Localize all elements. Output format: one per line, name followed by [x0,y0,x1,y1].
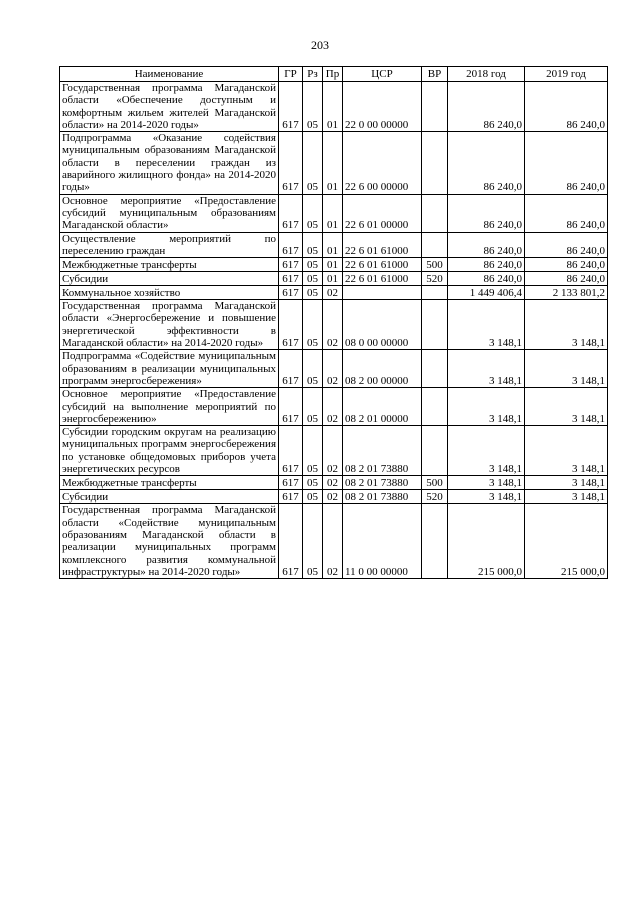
table-row [60,300,608,350]
header-gr: ГР [279,67,303,82]
row-csr: 22 0 00 00000 [343,82,422,132]
row-gr: 617 [279,300,303,350]
row-csr: 11 0 00 00000 [343,504,422,579]
row-vr: 500 [422,476,448,490]
row-rz: 05 [303,350,323,388]
row-value-2018: 3 148,1 [448,426,525,476]
row-gr: 617 [279,504,303,579]
row-value-2019: 86 240,0 [525,132,608,194]
row-value-2018: 86 240,0 [448,82,525,132]
table-row [60,82,608,132]
row-value-2018: 86 240,0 [448,232,525,258]
row-vr [422,194,448,232]
row-value-2018: 86 240,0 [448,194,525,232]
row-csr: 08 2 01 73880 [343,426,422,476]
row-name: Основное мероприятие «Предоставление субсидий на выполнение мероприятий по энергосбережению» [60,388,279,426]
row-csr: 22 6 01 61000 [343,258,422,272]
table-row [60,194,608,232]
row-vr: 520 [422,490,448,504]
row-vr [422,232,448,258]
header-2018: 2018 год [448,67,525,82]
row-rz: 05 [303,388,323,426]
row-value-2019: 86 240,0 [525,82,608,132]
row-pr: 02 [323,476,343,490]
row-name: Субсидии городским округам на реализацию муниципальных программ энергосбережения по установке общедомовых приборов учета энергетических ресурсов [60,426,279,476]
row-value-2018: 3 148,1 [448,490,525,504]
table-row [60,350,608,388]
row-value-2019: 3 148,1 [525,300,608,350]
row-gr: 617 [279,194,303,232]
table-header [60,67,608,82]
row-csr: 22 6 01 61000 [343,272,422,286]
budget-table [59,66,608,579]
table-row [60,232,608,258]
header-row [60,67,608,82]
row-value-2019: 2 133 801,2 [525,286,608,300]
row-name: Субсидии [60,272,279,286]
row-rz: 05 [303,300,323,350]
row-gr: 617 [279,272,303,286]
row-value-2018: 3 148,1 [448,388,525,426]
header-rz: Рз [303,67,323,82]
row-value-2019: 3 148,1 [525,388,608,426]
row-gr: 617 [279,132,303,194]
row-value-2018: 215 000,0 [448,504,525,579]
row-name: Государственная программа Магаданской области «Энергосбережение и повышение энергетической эффективности в Магаданской области» на 2014-2020 годы» [60,300,279,350]
row-pr: 01 [323,132,343,194]
row-value-2018: 3 148,1 [448,350,525,388]
table-row [60,272,608,286]
row-vr [422,426,448,476]
row-value-2019: 3 148,1 [525,476,608,490]
row-gr: 617 [279,82,303,132]
header-2019: 2019 год [525,67,608,82]
row-csr: 08 2 01 00000 [343,388,422,426]
row-vr [422,300,448,350]
row-name: Основное мероприятие «Предоставление субсидий муниципальным образованиям Магаданской области» [60,194,279,232]
row-pr: 01 [323,272,343,286]
header-vr: ВР [422,67,448,82]
row-name: Коммунальное хозяйство [60,286,279,300]
row-name: Межбюджетные трансферты [60,476,279,490]
row-csr: 22 6 01 61000 [343,232,422,258]
row-value-2019: 215 000,0 [525,504,608,579]
row-pr: 02 [323,504,343,579]
row-pr: 02 [323,286,343,300]
header-name: Наименование [60,67,279,82]
row-value-2019: 86 240,0 [525,258,608,272]
header-csr: ЦСР [343,67,422,82]
row-rz: 05 [303,258,323,272]
row-rz: 05 [303,194,323,232]
row-vr [422,388,448,426]
row-value-2019: 86 240,0 [525,194,608,232]
table-row [60,426,608,476]
row-rz: 05 [303,286,323,300]
row-pr: 02 [323,388,343,426]
row-value-2019: 86 240,0 [525,272,608,286]
row-vr [422,286,448,300]
row-csr: 08 2 01 73880 [343,490,422,504]
row-name: Государственная программа Магаданской области «Обеспечение доступным и комфортным жильем жителей Магаданской области» на 2014-2020 годы» [60,82,279,132]
row-vr [422,350,448,388]
table-row [60,388,608,426]
row-rz: 05 [303,504,323,579]
row-name: Государственная программа Магаданской области «Содействие муниципальным образованиям Магаданской области в реализации муниципальных программ комплексного развития коммунальной инфраструктуры» на 2014-2020 годы» [60,504,279,579]
row-gr: 617 [279,388,303,426]
table-row [60,286,608,300]
row-name: Межбюджетные трансферты [60,258,279,272]
row-value-2019: 3 148,1 [525,490,608,504]
row-rz: 05 [303,426,323,476]
row-pr: 02 [323,350,343,388]
row-csr: 22 6 01 00000 [343,194,422,232]
row-value-2018: 86 240,0 [448,258,525,272]
table-row [60,258,608,272]
row-vr [422,82,448,132]
row-pr: 01 [323,258,343,272]
row-csr: 08 0 00 00000 [343,300,422,350]
row-pr: 01 [323,82,343,132]
row-name: Субсидии [60,490,279,504]
table-row [60,476,608,490]
row-vr [422,132,448,194]
row-pr: 02 [323,300,343,350]
row-vr [422,504,448,579]
row-rz: 05 [303,476,323,490]
row-value-2019: 3 148,1 [525,350,608,388]
row-value-2018: 1 449 406,4 [448,286,525,300]
row-pr: 01 [323,194,343,232]
table-body [60,82,608,579]
row-vr: 520 [422,272,448,286]
row-rz: 05 [303,232,323,258]
row-pr: 01 [323,232,343,258]
row-gr: 617 [279,286,303,300]
row-value-2018: 3 148,1 [448,300,525,350]
row-csr: 08 2 00 00000 [343,350,422,388]
row-csr: 08 2 01 73880 [343,476,422,490]
row-value-2018: 86 240,0 [448,272,525,286]
row-gr: 617 [279,258,303,272]
row-gr: 617 [279,490,303,504]
table-row [60,490,608,504]
row-name: Подпрограмма «Оказание содействия муниципальным образованиям Магаданской области в переселении граждан из аварийного жилищного фонда» на 2014-2020 годы» [60,132,279,194]
page-number: 203 [311,38,329,52]
row-pr: 02 [323,490,343,504]
row-pr: 02 [323,426,343,476]
row-value-2018: 3 148,1 [448,476,525,490]
row-gr: 617 [279,232,303,258]
row-value-2019: 86 240,0 [525,232,608,258]
row-rz: 05 [303,490,323,504]
row-name: Осуществление мероприятий по переселению граждан [60,232,279,258]
row-name: Подпрограмма «Содействие муниципальным образованиям в реализации муниципальных программ энергосбережения» [60,350,279,388]
header-pr: Пр [323,67,343,82]
row-gr: 617 [279,426,303,476]
table-row [60,504,608,579]
row-rz: 05 [303,132,323,194]
row-csr [343,286,422,300]
row-csr: 22 6 00 00000 [343,132,422,194]
row-gr: 617 [279,350,303,388]
row-rz: 05 [303,272,323,286]
table-row [60,132,608,194]
row-gr: 617 [279,476,303,490]
row-rz: 05 [303,82,323,132]
row-value-2019: 3 148,1 [525,426,608,476]
row-value-2018: 86 240,0 [448,132,525,194]
row-vr: 500 [422,258,448,272]
